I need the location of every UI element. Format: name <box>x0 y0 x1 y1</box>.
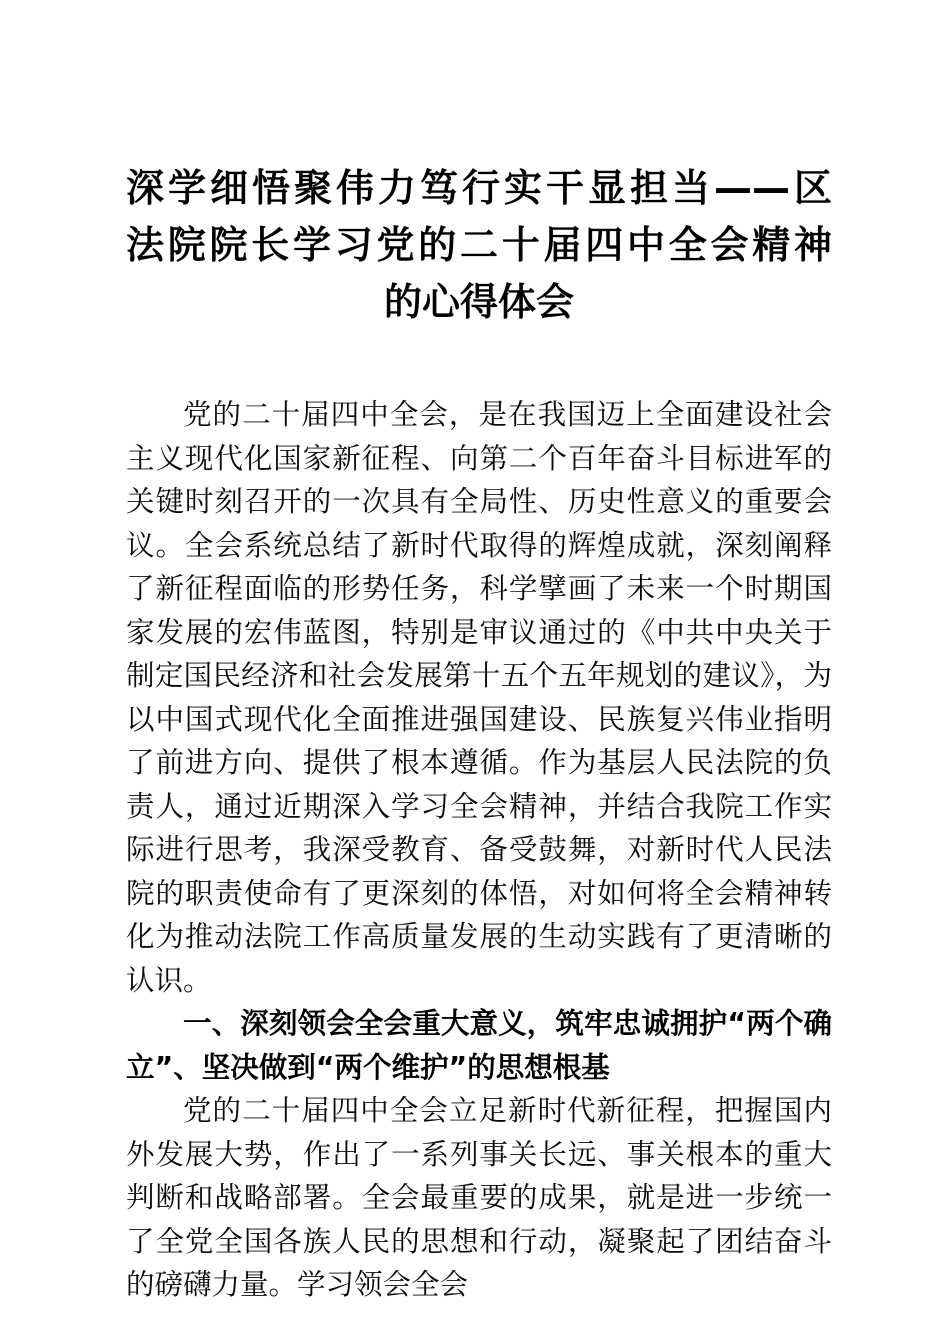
title-line-1: 深学细悟聚伟力笃行实干显担当——区 <box>126 166 832 210</box>
document-body <box>126 393 832 1307</box>
page-title <box>126 160 832 331</box>
body-paragraph-1: 党的二十届四中全会，是在我国迈上全面建设社会主义现代化国家新征程、向第二个百年奋斗目标进军的关键时刻召开的一次具有全局性、历史性意义的重要会议。全会系统总结了新时代取得的辉煌成就，深刻阐释了新征程面临的形势任务，科学擘画了未来一个时期国家发展的宏伟蓝图，特别是审议通过的《中共中央关于制定国民经济和社会发展第十五个五年规划的建议》，为以中国式现代化全面推进强国建设、民族复兴伟业指明了前进方向、提供了根本遵循。作为基层人民法院的负责人，通过近期深入学习全会精神，并结合我院工作实际进行思考，我深受教育、备受鼓舞，对新时代人民法院的职责使命有了更深刻的体悟，对如何将全会精神转化为推动法院工作高质量发展的生动实践有了更清晰的认识。 <box>126 398 832 997</box>
title-line-2: 法院院长学习党的二十届四中全会精神 <box>126 223 832 267</box>
section-heading-1: 一、深刻领会全会重大意义，筑牢忠诚拥护“两个确立”、坚决做到“两个维护”的思想根基 <box>126 1007 832 1084</box>
title-line-3: 的心得体会 <box>383 280 574 324</box>
body-paragraph-2: 党的二十届四中全会立足新时代新征程，把握国内外发展大势，作出了一系列事关长远、事关根本的重大判断和战略部署。全会最重要的成果，就是进一步统一了全党全国各族人民的思想和行动，凝聚起了团结奋斗的磅礴力量。学习领会全会 <box>126 1094 832 1301</box>
document-content <box>126 160 832 1307</box>
